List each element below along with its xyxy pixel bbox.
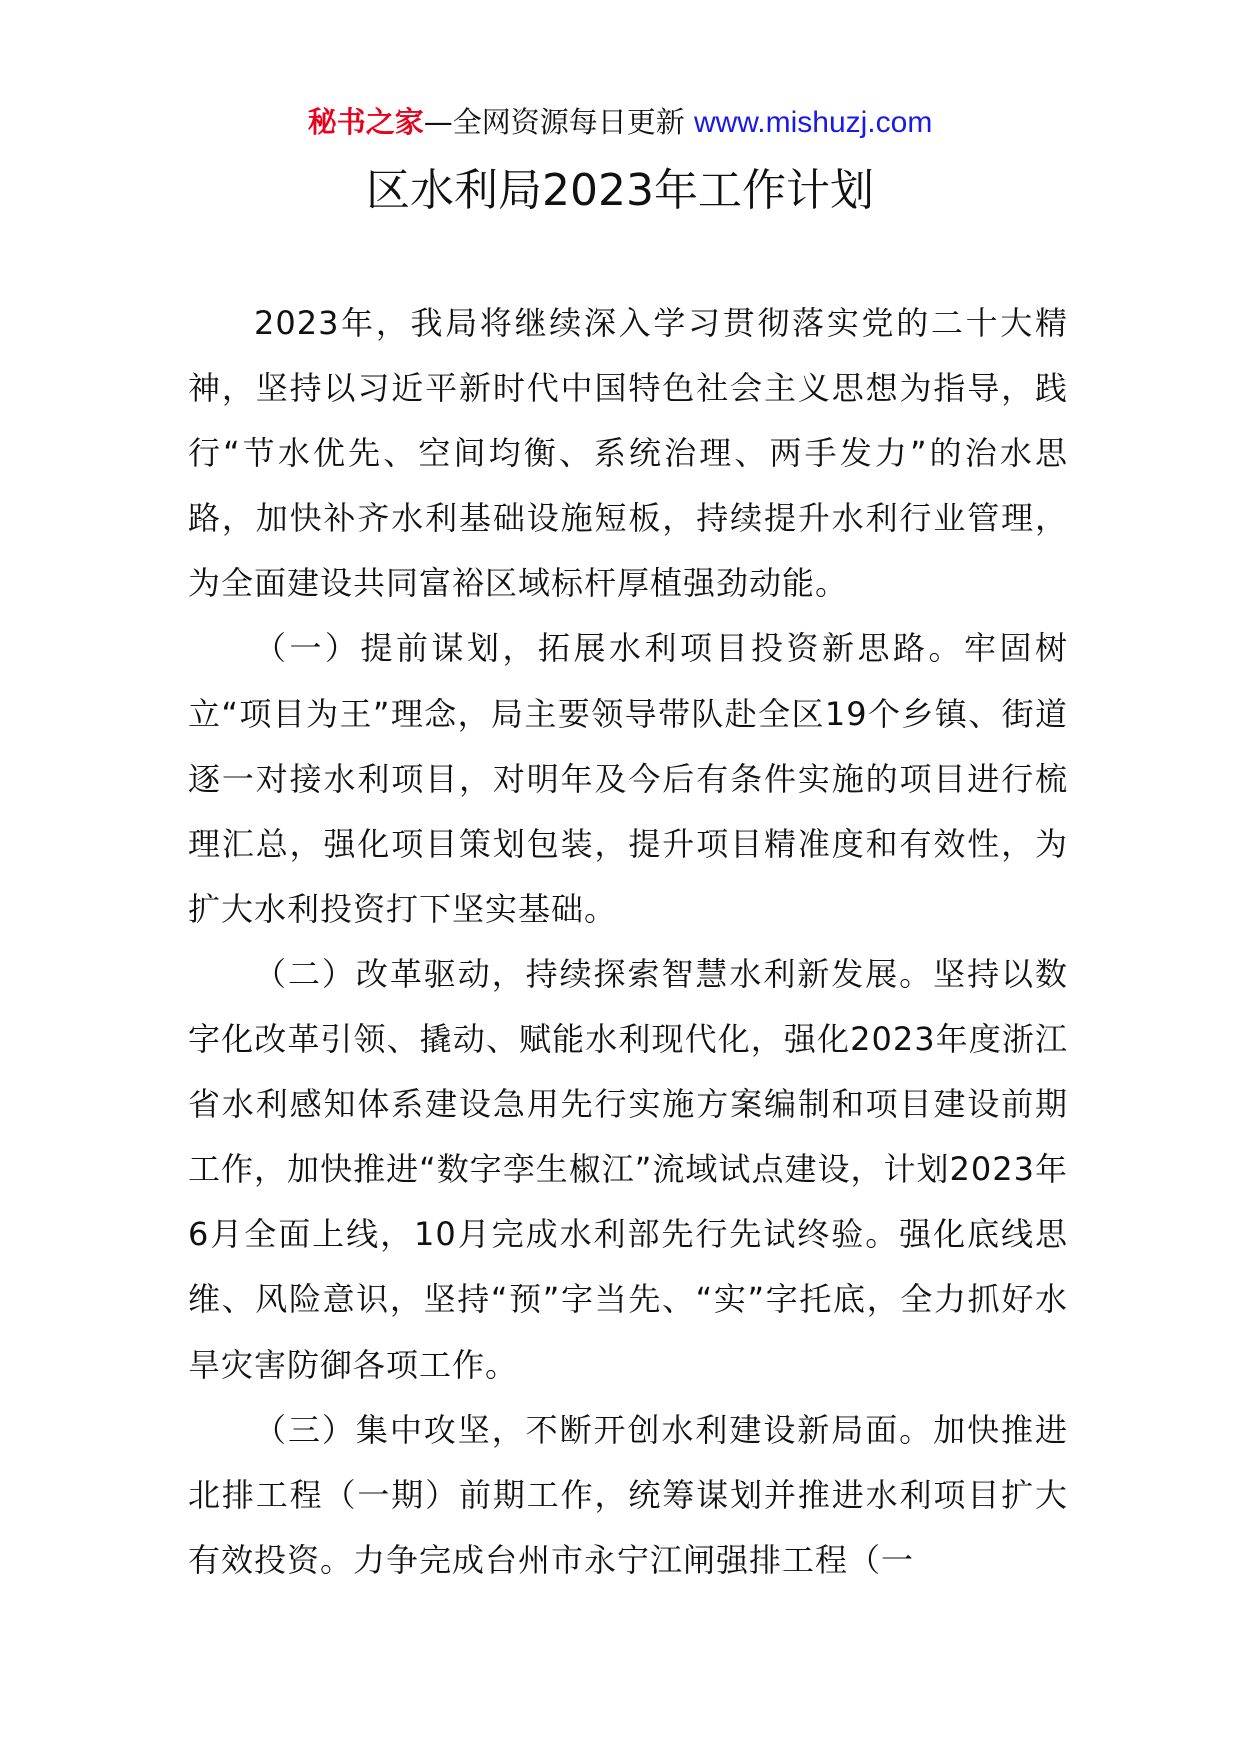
paragraph-section-1: （一）提前谋划，拓展水利项目投资新思路。牢固树立“项目为王”理念，局主要领导带队赴全区19个乡镇、街道逐一对接水利项目，对明年及今后有条件实施的项目进行梳理汇总，强化项目策划包装，提升项目精准度和有效性，为扩大水利投资打下坚实基础。: [188, 629, 1068, 928]
header-slogan: —全网资源每日更新: [423, 105, 685, 139]
paragraph-intro: 2023年，我局将继续深入学习贯彻落实党的二十大精神，坚持以习近平新时代中国特色社会主义思想为指导，践行“节水优先、空间均衡、系统治理、两手发力”的治水思路，加快补齐水利基础设施短板，持续提升水利行业管理，为全面建设共同富裕区域标杆厚植强劲动能。: [188, 304, 1068, 603]
document-body: [188, 291, 1068, 1593]
document-title: 区水利局2023年工作计划: [366, 165, 874, 216]
site-url-link[interactable]: www.mishuzj.com: [693, 106, 933, 139]
brand-name: 秘书之家: [307, 105, 424, 139]
paragraph-section-3: （三）集中攻坚，不断开创水利建设新局面。加快推进北排工程（一期）前期工作，统筹谋划并推进水利项目扩大有效投资。力争完成台州市永宁江闸强排工程（一: [188, 1410, 1068, 1579]
paragraph-section-2: （二）改革驱动，持续探索智慧水利新发展。坚持以数字化改革引领、撬动、赋能水利现代化，强化2023年度浙江省水利感知体系建设急用先行实施方案编制和项目建设前期工作，加快推进“数字孪生椒江”流域试点建设，计划2023年6月全面上线，10月完成水利部先行先试终验。强化底线思维、风险意识，坚持“预”字当先、“实”字托底，全力抓好水旱灾害防御各项工作。: [188, 954, 1068, 1384]
site-header: [0, 102, 1240, 143]
